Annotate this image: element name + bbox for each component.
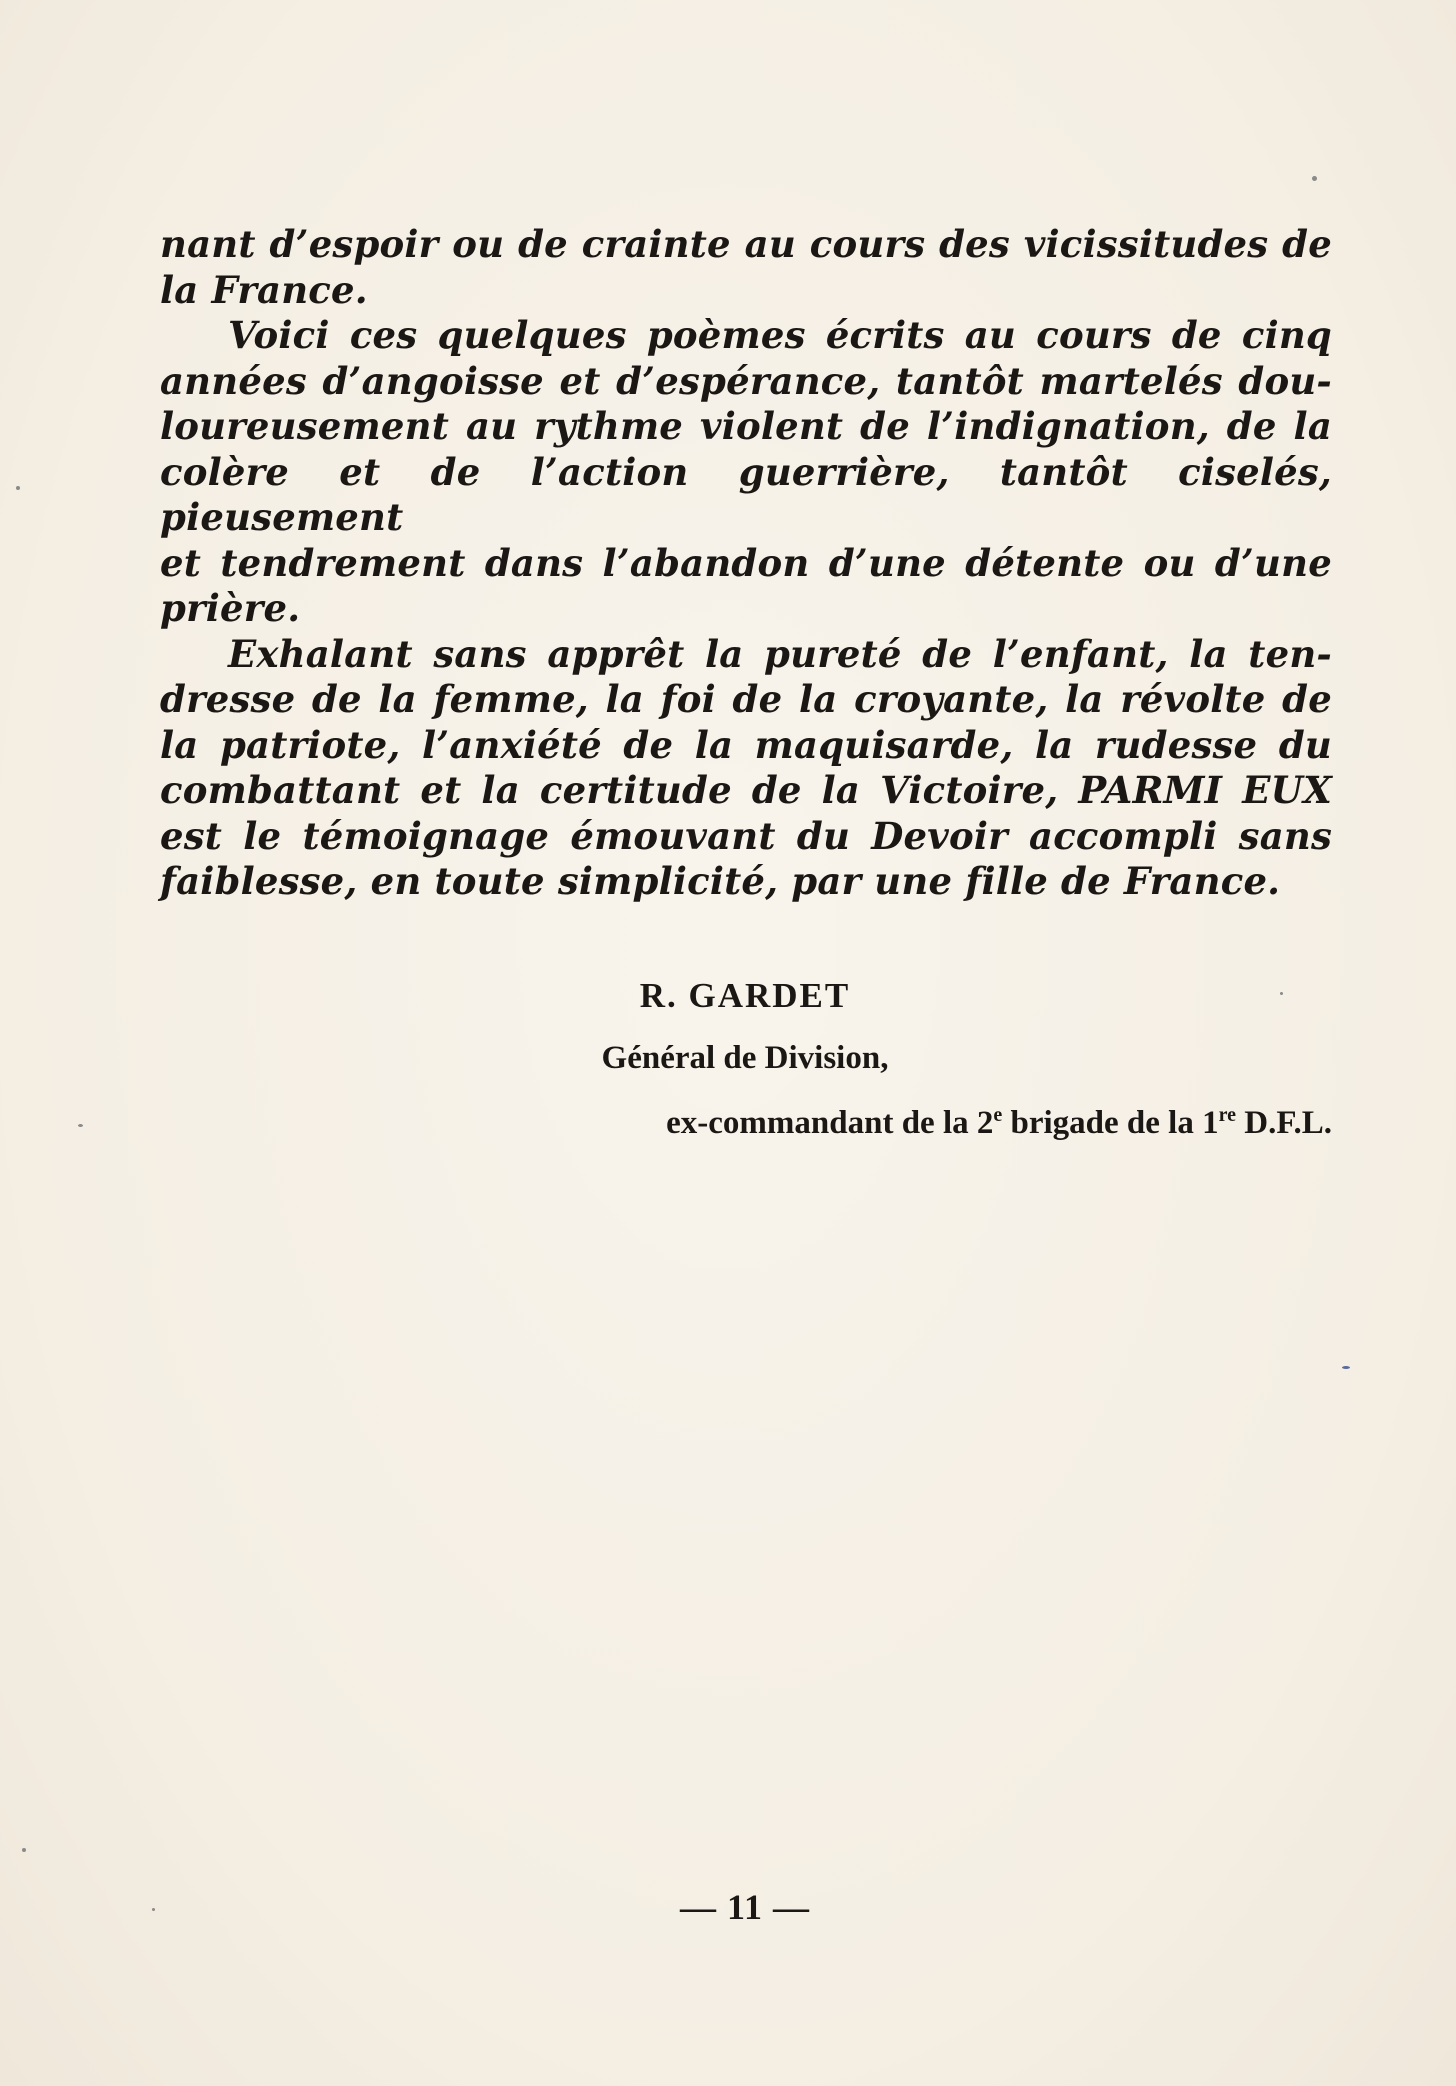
signature-name: R. GARDET [639, 976, 851, 1015]
signature-unit [666, 1105, 1332, 1142]
paper-speck [22, 1848, 26, 1852]
signature-title: Général de Division, [601, 1040, 889, 1076]
preface-text [160, 222, 1332, 905]
text-line: la France. [160, 267, 368, 312]
paper-speck [16, 486, 20, 490]
text-line: loureusement au rythme violent de l’indignation, de la [160, 404, 1332, 448]
text-line: faiblesse, en toute simplicité, par une fille de France. [160, 859, 1281, 903]
paper-speck [1312, 176, 1317, 181]
text-line: colère et de l’action guerrière, tantôt ciselés, pieusement [160, 449, 1332, 539]
page-number: — 11 — [679, 1887, 810, 1927]
paper-speck [78, 1124, 83, 1127]
text-line: combattant et la certitude de la Victoire, PARMI EUX [160, 768, 1332, 812]
text-line: années d’angoisse et d’espérance, tantôt martelés dou- [160, 358, 1332, 403]
text-line: est le témoignage émouvant du Devoir accompli sans [160, 813, 1332, 858]
text-line: prière. [160, 586, 301, 630]
text-line: et tendrement dans l’abandon d’une détente ou d’une [160, 540, 1332, 585]
unit-suffix: D.F.L. [1236, 1105, 1332, 1141]
text-line: Voici ces quelques poèmes écrits au cours de cinq [228, 313, 1332, 357]
unit-ordinal-2: re [1218, 1104, 1237, 1126]
paper-speck [152, 1908, 155, 1911]
unit-prefix: ex-commandant de la 2 [666, 1105, 994, 1141]
text-line: la patriote, l’anxiété de la maquisarde, la rudesse du [160, 722, 1332, 767]
text-line: dresse de la femme, la foi de la croyante, la révolte de [160, 677, 1332, 721]
paper-speck [1342, 1366, 1350, 1369]
unit-ordinal-1: e [993, 1104, 1003, 1126]
paper-speck [1280, 992, 1283, 995]
unit-middle: brigade de la 1 [1002, 1105, 1219, 1141]
text-line: Exhalant sans apprêt la pureté de l’enfant, la ten- [228, 631, 1332, 676]
text-line: nant d’espoir ou de crainte au cours des vicissitudes de [160, 222, 1332, 266]
